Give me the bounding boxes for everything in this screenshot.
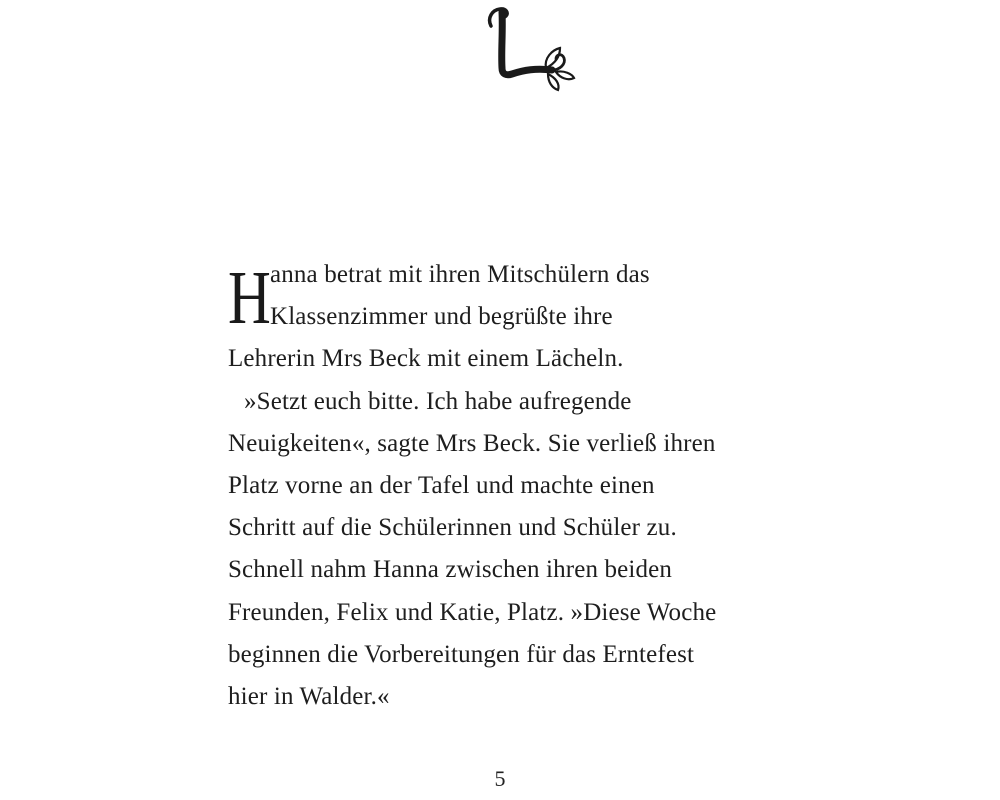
body-text	[228, 254, 788, 718]
text-line: Klassenzimmer und begrüßte ihre	[270, 303, 613, 331]
text-line: Lehrerin Mrs Beck mit einem Lächeln.	[228, 345, 624, 373]
drop-cap: H	[228, 256, 271, 340]
text-line: Schnell nahm Hanna zwischen ihren beiden	[228, 556, 673, 584]
text-line: anna betrat mit ihren Mitschülern das	[270, 261, 650, 288]
text-line: »Setzt euch bitte. Ich habe aufregende	[244, 387, 632, 415]
text-line: Freunden, Felix und Katie, Platz. »Diese Woche	[228, 598, 717, 626]
text-line: Schritt auf die Schülerinnen und Schüler zu.	[228, 514, 677, 542]
text-line: Neuigkeiten«, sagte Mrs Beck. Sie verließ ihren	[228, 429, 716, 457]
text-line: hier in Walder.«	[228, 682, 390, 710]
text-line: Platz vorne an der Tafel und machte einen	[228, 471, 655, 499]
text-line: beginnen die Vorbereitungen für das Erntefest	[228, 640, 695, 668]
chapter-one-vine-icon	[478, 4, 578, 96]
chapter-number-ornament	[478, 4, 578, 96]
page-number: 5	[494, 766, 506, 791]
